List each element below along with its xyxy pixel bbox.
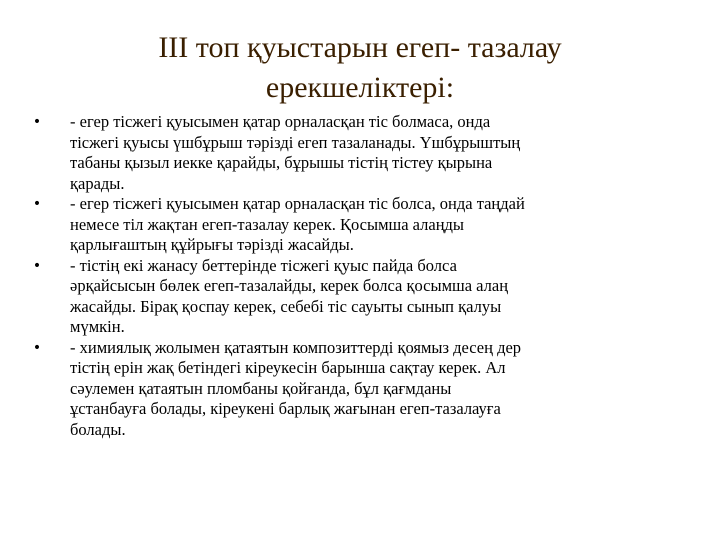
bullet-text-line: ұстанбауға болады, кіреукені барлық жағынан егеп-тазалауға <box>70 399 501 418</box>
bullet-text-line: сәулемен қатаятын пломбаны қойғанда, бұл қағмданы <box>70 378 452 398</box>
bullet-list <box>30 112 690 440</box>
bullet-item-3 <box>30 256 690 338</box>
bullet-text-line: тісжегі қуысы үшбұрыш тәрізді егеп тазаланады. Үшбұрыштың <box>70 132 521 152</box>
bullet-text-line: - химиялық жолымен қатаятын композиттерді қоямыз десең дер <box>70 337 522 357</box>
bullet-dot-icon: • <box>32 196 42 212</box>
bullet-item-2 <box>30 194 690 256</box>
bullet-text-line: табаны қызыл иекке қарайды, бұрышы тістің тістеу қырына <box>70 153 493 172</box>
slide-title-line-2: ерекшеліктері: <box>265 71 455 104</box>
slide-title <box>30 28 690 108</box>
bullet-item-1 <box>30 112 690 194</box>
bullet-text-line: - егер тісжегі қуысымен қатар орналасқан тіс болмаса, онда <box>70 112 491 131</box>
bullet-text-line: қарады. <box>70 173 125 193</box>
bullet-text-line: - тістің екі жанасу беттерінде тісжегі қуыс пайда болса <box>70 255 457 275</box>
bullet-dot-icon: • <box>32 339 42 356</box>
bullet-text-line: жасайды. Бірақ қоспау керек, себебі тіс сауыты сынып қалуы <box>70 296 502 316</box>
bullet-dot-icon: • <box>32 257 42 274</box>
slide-title-line-1: III топ қуыстарын егеп- тазалау <box>158 31 562 64</box>
bullet-item-4 <box>30 338 690 441</box>
bullet-text-line: - егер тісжегі қуысымен қатар орналасқан тіс болса, онда таңдай <box>70 194 525 213</box>
bullet-text-line: мүмкін. <box>70 317 125 336</box>
bullet-text-line: әрқайсысын бөлек егеп-тазалайды, керек болса қосымша алаң <box>70 276 509 295</box>
bullet-text-line: қарлығаштың құйрығы тәрізді жасайды. <box>70 235 354 254</box>
bullet-dot-icon: • <box>32 114 42 130</box>
bullet-text-line: немесе тіл жақтан егеп-тазалау керек. Қосымша алаңды <box>70 214 465 234</box>
bullet-text-line: болады. <box>70 419 126 439</box>
bullet-text-line: тістің ерін жақ бетіндегі кіреукесін барынша сақтау керек. Ал <box>70 358 506 377</box>
